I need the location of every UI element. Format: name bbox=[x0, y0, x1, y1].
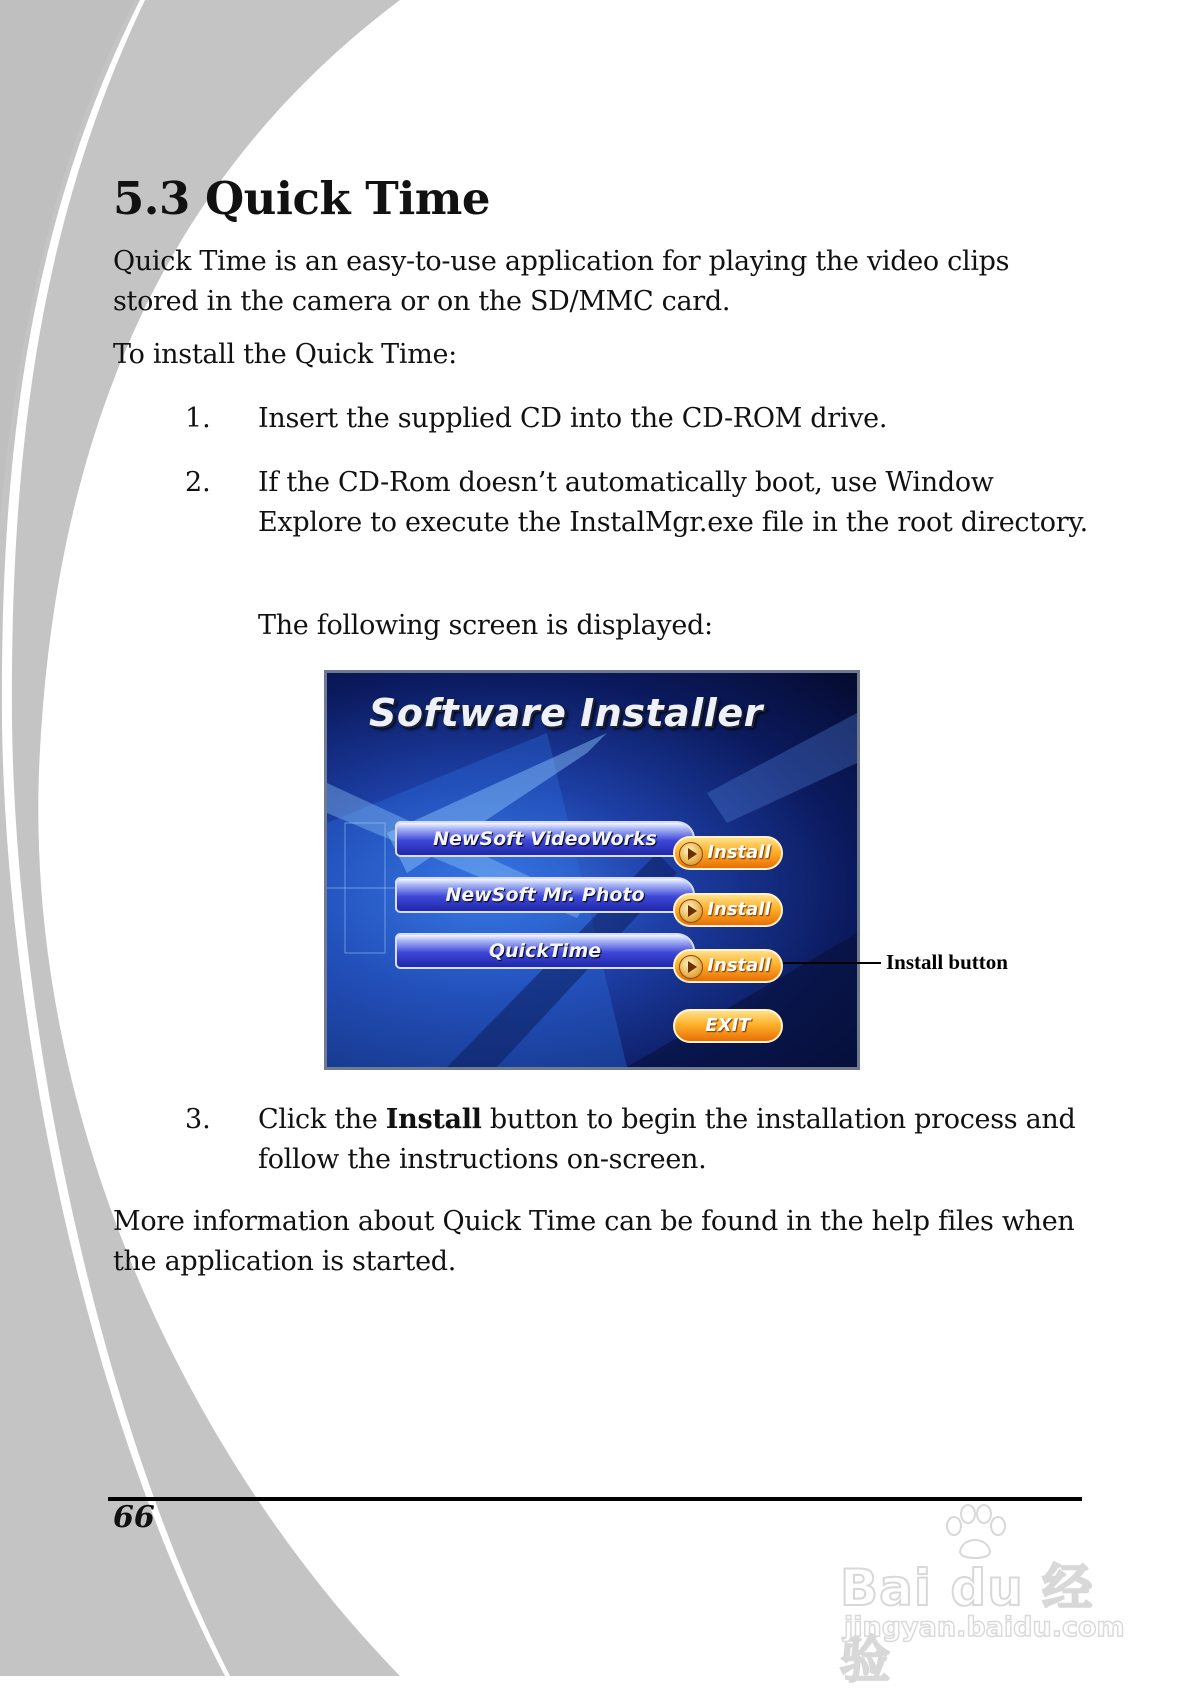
product-videoworks: NewSoft VideoWorks bbox=[395, 821, 695, 857]
callout-line bbox=[783, 962, 881, 964]
install-button-videoworks[interactable]: Install bbox=[673, 836, 783, 870]
closing-paragraph: More information about Quick Time can be found in the help files when the application is started. bbox=[113, 1206, 1075, 1277]
product-quicktime: QuickTime bbox=[395, 933, 695, 969]
install-button-quicktime[interactable]: Install bbox=[673, 949, 783, 983]
step-text: Click the Install button to begin the installation process and follow the instructions on-screen. bbox=[258, 1104, 1076, 1175]
installer-title: Software Installer bbox=[369, 691, 763, 735]
exit-button[interactable]: EXIT bbox=[673, 1009, 783, 1043]
product-mr-photo: NewSoft Mr. Photo bbox=[395, 877, 695, 913]
arrow-icon bbox=[679, 955, 703, 979]
step-followup: The following screen is displayed: bbox=[258, 610, 713, 641]
installer-screenshot bbox=[324, 670, 860, 1070]
watermark-url: jingyan.baidu.com bbox=[844, 1612, 1125, 1643]
arrow-icon bbox=[679, 899, 703, 923]
intro-paragraph: Quick Time is an easy-to-use application for playing the video clips stored in the camera or on the SD/MMC card. bbox=[113, 246, 1010, 317]
step-number: 3. bbox=[185, 1104, 211, 1135]
step-text: Insert the supplied CD into the CD-ROM drive. bbox=[258, 403, 888, 434]
step-text: If the CD-Rom doesn’t automatically boot, use Window Explore to execute the InstalMgr.exe file in the root directory. bbox=[258, 467, 1088, 538]
install-emphasis: Install bbox=[385, 1104, 482, 1135]
step-number: 2. bbox=[185, 467, 211, 498]
watermark-logo: Bai du 经验 bbox=[840, 1559, 1094, 1689]
install-intro: To install the Quick Time: bbox=[113, 339, 457, 370]
callout-label: Install button bbox=[886, 950, 1008, 974]
page-title: 5.3 Quick Time bbox=[113, 172, 491, 225]
install-button-mr-photo[interactable]: Install bbox=[673, 893, 783, 927]
arrow-icon bbox=[679, 842, 703, 866]
baidu-watermark bbox=[840, 1500, 1125, 1689]
step-number: 1. bbox=[185, 403, 211, 434]
page-number: 66 bbox=[113, 1500, 155, 1535]
